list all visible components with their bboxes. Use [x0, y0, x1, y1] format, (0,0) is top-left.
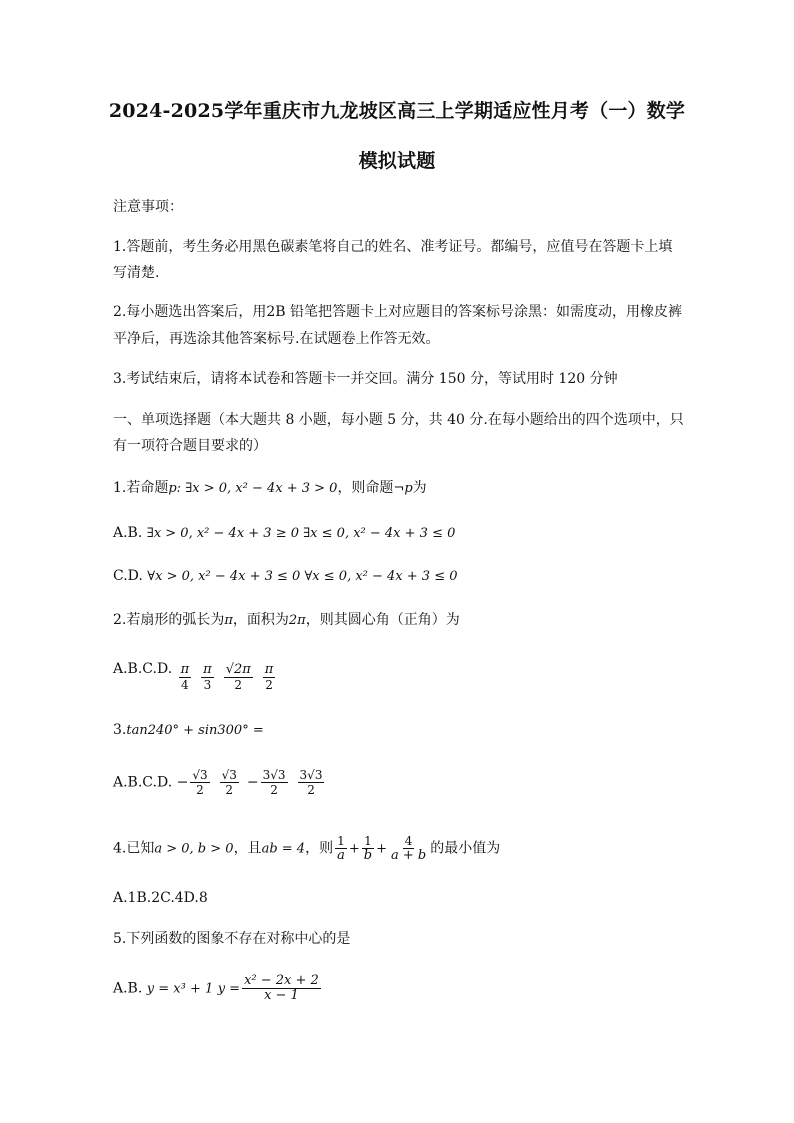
question-4-stem: 4.已知a > 0, b > 0，且ab = 4，则 $\frac{1}{a}$ + $\frac{1}{b}$ + $\frac{4}{a + b}$ 的最小值为 [113, 834, 501, 863]
q4-prefix: 4.已知 [113, 840, 155, 857]
q2-choice-a-fraction: $\frac{\pi}{4}$ [180, 662, 190, 692]
q4-mid: ，且 [233, 840, 262, 857]
q4-fraction-1: $\frac{1}{a}$ [337, 834, 345, 863]
section-1-line-2: 有一项符合题目要求的） [113, 438, 267, 454]
q2-mid: ，面积为 [232, 612, 289, 628]
notice-1-line-1: 1.答题前，考生务必用黑色碳素笔将自己的姓名、准考证号。都编号，应值号在答题卡上填 [113, 239, 673, 255]
q1-prefix: 1.若命题 [113, 480, 169, 496]
question-3-stem [113, 721, 264, 740]
q1-suffix: 为 [412, 480, 427, 496]
question-5-stem: 5.下列函数的图象不存在对称中心的是 [113, 931, 351, 947]
question-3-choices [113, 768, 326, 797]
question-4-choices: A.1B.2C.4D.8 [113, 890, 208, 906]
notice-2-line-2: 平净后，再选涂其他答案标号.在试题卷上作答无效。 [113, 331, 440, 347]
q5-option-a: y = x³ + 1 [146, 981, 214, 997]
q2-arc: π [224, 613, 233, 628]
question-5-choices [113, 974, 323, 1003]
q1-choices-ab-label: A.B. [113, 525, 143, 541]
q2-suffix: ，则其圆心角（正角）为 [305, 612, 460, 628]
q1-choices-cd-label: C.D. [113, 568, 143, 584]
q3-choice-c: − $\frac{3√3}{2}$ [246, 768, 286, 797]
q2-choice-d-fraction: $\frac{\pi}{2}$ [264, 662, 274, 692]
q4-condition-2: ab = 4 [261, 841, 306, 857]
exam-title: 2024-2025学年重庆市九龙坡区高三上学期适应性月考（一）数学 [108, 100, 686, 122]
q3-choice-a: − $\frac{√3}{2}$ [176, 768, 208, 797]
question-2-stem [113, 611, 460, 630]
q4-fraction-2: $\frac{1}{b}$ [363, 834, 373, 863]
q5-choices-label: A.B. [113, 980, 143, 997]
q1-mid: ，则命题 [337, 480, 394, 496]
q2-prefix: 2.若扇形的弧长为 [113, 612, 225, 628]
notice-3: 3.考试结束后，请将本试卷和答题卡一并交回。满分 150 分，等试用时 120 分钟 [113, 371, 618, 387]
notice-2-line-1: 2.每小题选出答案后，用2B 铅笔把答题卡上对应题目的答案标号涂黑：如需度动，用橡皮裤 [113, 304, 683, 320]
q5-option-b-fraction: $\frac{\text{x² − 2x + 2}}{x - 1}$ [244, 973, 319, 1003]
q2-area: 2π [288, 613, 306, 628]
question-1-choices-ab [113, 524, 455, 543]
q4-fraction-3: $\frac{4}{a + b}$ [390, 834, 427, 863]
q3-choice-b: $\frac{√3}{2}$ [221, 768, 237, 797]
notice-header: 注意事项： [113, 199, 183, 215]
q3-prefix: 3. [113, 722, 127, 738]
q2-choice-c-fraction: $\frac{√2\pi}{2}$ [225, 662, 251, 692]
question-1-stem [113, 479, 427, 498]
q4-mid-2: ，则 [305, 840, 334, 857]
exam-subtitle: 模拟试题 [358, 150, 436, 172]
q3-formula: tan240° + sin300° = [126, 723, 264, 738]
q1-formula: p: ∃x > 0, x² − 4x + 3 > 0 [168, 481, 338, 496]
q2-choices-label: A.B.C.D. [113, 661, 173, 677]
q4-condition: a > 0, b > 0 [154, 841, 234, 857]
question-2-choices [113, 660, 277, 692]
notice-1-line-2: 写清楚. [113, 265, 160, 281]
q4-suffix: 的最小值为 [430, 840, 501, 857]
q1-neg: ¬p [393, 481, 413, 496]
q2-choice-b-fraction: $\frac{\pi}{3}$ [203, 662, 212, 692]
section-1-line-1: 一、单项选择题（本大题共 8 小题，每小题 5 分，共 40 分.在每小题给出的四个选项中，只 [113, 412, 684, 428]
q1-choices-ab-text: ∃x > 0, x² − 4x + 3 ≥ 0 ∃x ≤ 0, x² − 4x + 3 ≤ 0 [146, 526, 456, 541]
q3-choices-label: A.B.C.D. [113, 774, 173, 791]
q5-option-b-lhs: y = [217, 981, 241, 997]
q3-choice-d: $\frac{3√3}{2}$ [299, 768, 323, 797]
question-1-choices-cd [113, 567, 458, 586]
q1-choices-cd-text: ∀x > 0, x² − 4x + 3 ≤ 0 ∀x ≤ 0, x² − 4x + 3 ≤ 0 [147, 569, 458, 584]
